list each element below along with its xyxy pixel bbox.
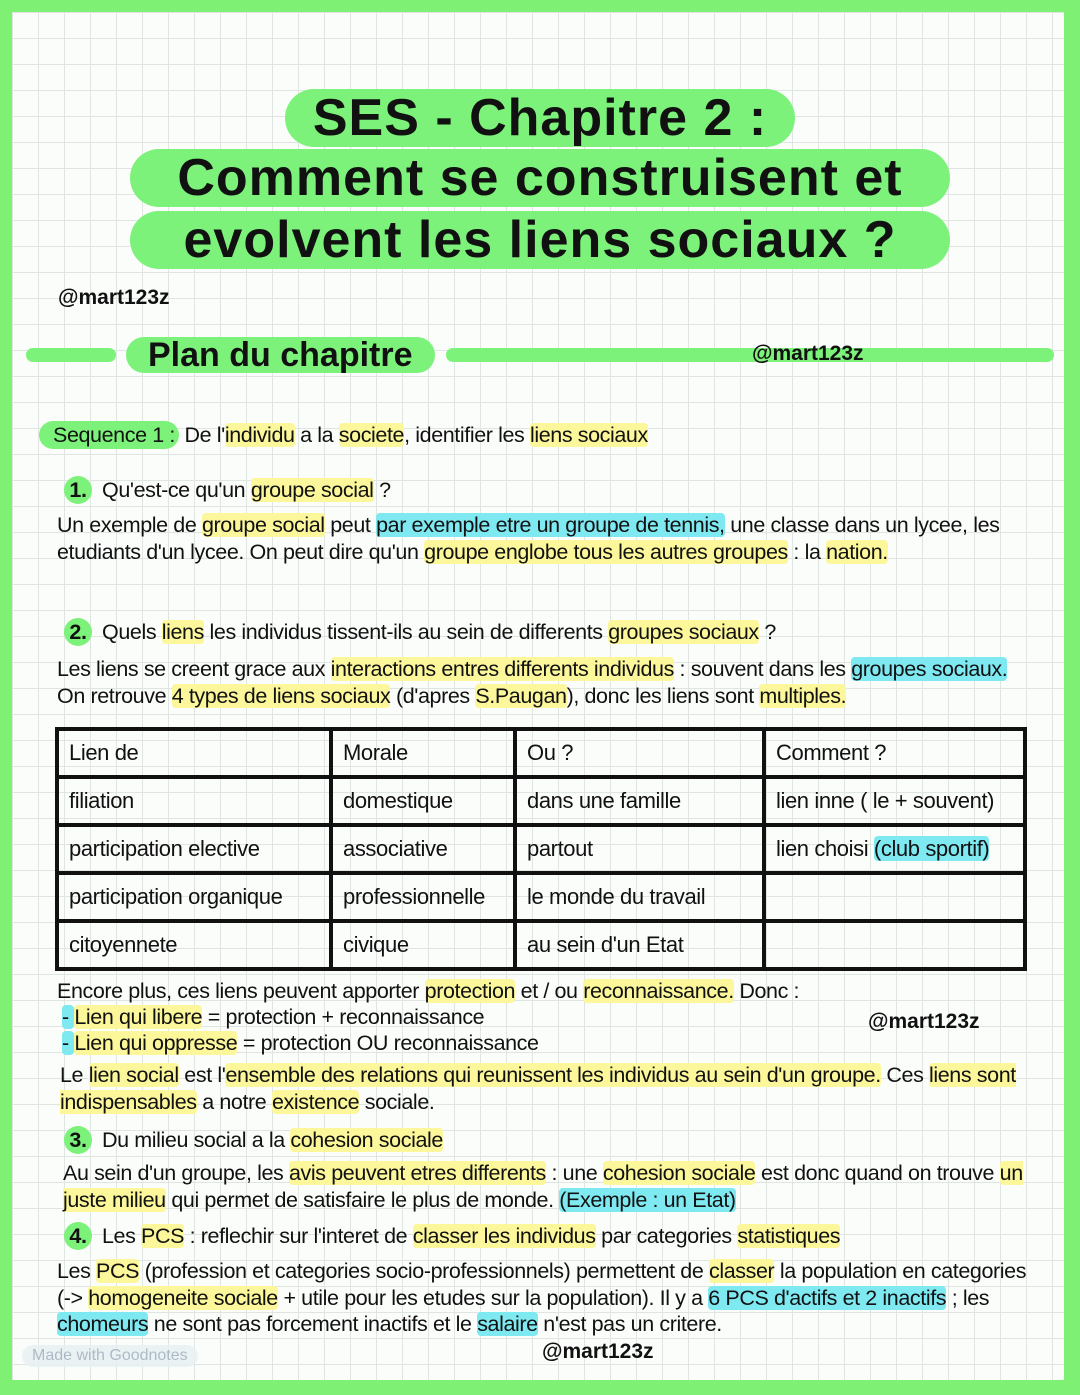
text-run: civique [343,932,409,957]
blue-highlight: par exemple etre un groupe de tennis, [376,513,725,537]
yellow-highlight: PCS [96,1259,140,1283]
table-cell [331,921,515,969]
text-run: Quels [102,620,162,644]
text-run: Encore plus, ces liens peuvent apporter [57,979,425,1003]
yellow-highlight: groupes sociaux [608,620,759,644]
text-run: ), donc les liens sont [566,683,760,708]
blue-highlight: (Exemple : un Etat) [559,1187,736,1212]
yellow-highlight: liens sont indispensables [60,1063,1016,1114]
after-table-line [57,978,1032,1005]
goodnotes-watermark: Made with Goodnotes [22,1345,198,1367]
title-line-3: evolvent les liens sociaux ? [0,210,1080,270]
section-3-body [63,1160,1038,1213]
text-run: est donc quand on trouve [755,1161,1000,1185]
blue-highlight: - [62,1031,75,1055]
text-run: ? [373,478,391,502]
author-handle: @mart123z [542,1340,654,1363]
text-run: Au sein d'un groupe, les [63,1161,289,1185]
liens-table [55,727,1027,971]
text-run: peut [324,513,377,537]
yellow-highlight: Lien qui oppresse [74,1031,238,1055]
yellow-highlight: existence [271,1089,360,1114]
text-run: + utile pour les etudes sur la population). Il y a [277,1285,709,1310]
section-1-body [57,512,1032,565]
text-run: au sein d'un Etat [527,932,684,957]
section-2-heading: 2. Quels liens les individus tissent-ils au sein de differents groupes sociaux ? [64,618,1039,646]
text-run: et / ou [515,979,584,1003]
yellow-highlight: statistiques [737,1224,841,1248]
yellow-highlight: lien social [88,1063,179,1087]
author-handle: @mart123z [58,286,170,309]
text-run: : souvent dans les [673,657,852,681]
text-run: Ces [880,1063,929,1087]
table-cell [764,825,1025,873]
table-row [57,825,1025,873]
text-run: partout [527,836,593,861]
divider-bar [446,348,1054,362]
blue-highlight: chomeurs [57,1312,149,1336]
table-header: Morale [331,729,515,777]
table-cell [515,777,764,825]
text-run: Le [60,1063,89,1087]
text-run: : une [545,1161,603,1185]
text-run: sociale. [359,1089,435,1114]
yellow-highlight: avis peuvent etres differents [289,1161,546,1185]
author-handle: @mart123z [752,342,864,365]
table-row [57,921,1025,969]
text-run: participation elective [69,836,260,861]
yellow-highlight: nation. [826,539,888,564]
yellow-highlight: societe [338,423,405,447]
yellow-highlight: 4 types de liens sociaux [171,683,391,708]
yellow-highlight: reconnaissance. [583,979,734,1003]
yellow-highlight: interactions entres differents individus [330,657,674,681]
text-run: par categories [595,1224,738,1248]
text-run: lien inne ( le + souvent) [776,788,995,813]
table-cell [515,825,764,873]
table-cell [57,873,331,921]
section-4-body [57,1258,1032,1338]
yellow-highlight: classer les individus [412,1224,596,1248]
table-cell [764,777,1025,825]
text-run: participation organique [69,884,283,909]
table-cell [331,825,515,873]
text-run: a la [294,423,339,447]
text-run: Qu'est-ce qu'un [102,478,251,502]
text-run: : la [787,539,827,564]
sequence-heading [53,422,1032,449]
yellow-highlight: protection [424,979,516,1003]
yellow-highlight: cohesion sociale [602,1161,756,1185]
blue-highlight: 6 PCS d'actifs et 2 inactifs [708,1285,947,1310]
text-run: De l' [178,423,225,447]
text-run: la population en categories (-> [57,1259,1027,1310]
text-run: le monde du travail [527,884,706,909]
text-run: , identifier les [404,423,530,447]
green-label: Sequence 1 : [39,421,179,449]
text-run: professionnelle [343,884,485,909]
yellow-highlight: liens sociaux [529,423,648,447]
text-run: associative [343,836,448,861]
text-run: = protection + reconnaissance [202,1005,485,1029]
yellow-highlight: PCS [141,1224,185,1248]
table-cell [331,777,515,825]
text-run: une classe dans un lycee, les etudiants d'un lycee. On peut dire qu'un [57,513,1000,564]
plan-title: Plan du chapitre [126,337,435,373]
table-header: Ou ? [515,729,764,777]
text-run: dans une famille [527,788,681,813]
table-row [57,873,1025,921]
section-2-body [57,656,1032,709]
yellow-highlight: ensemble des relations qui reunissent les individus au sein d'un groupe. [225,1063,881,1087]
table-header-row [57,729,1025,777]
text-run: Du milieu social a la [102,1128,291,1152]
text-run: Un exemple de [57,513,202,537]
text-run: (profession et categories socio-professionnels) permettent de [139,1259,709,1283]
divider-bar [26,348,116,362]
text-run: les individus tissent-ils au sein de differents [203,620,609,644]
blue-highlight: groupes sociaux. [851,657,1008,681]
yellow-highlight: groupe social [250,478,374,502]
text-run: ; les [946,1285,990,1310]
blue-highlight: salaire [477,1312,538,1336]
text-run: a notre [196,1089,272,1114]
text-run: = protection OU reconnaissance [237,1031,539,1055]
table-cell [515,873,764,921]
table-cell [331,873,515,921]
text-run: On retrouve [57,683,172,708]
text-run: qui permet de satisfaire le plus de monde. [165,1187,560,1212]
text-run: n'est pas un critere. [537,1312,722,1336]
text-run: Donc : [733,979,800,1003]
yellow-highlight: Lien qui libere [74,1005,203,1029]
table-cell [57,777,331,825]
yellow-highlight: homogeneite sociale [88,1285,278,1310]
blue-highlight: (club sportif) [873,836,990,861]
yellow-highlight: liens [161,620,204,644]
text-run: Les [57,1259,97,1283]
title-line-1: SES - Chapitre 2 : [0,88,1080,148]
section-1-heading: 1. Qu'est-ce qu'un groupe social ? [64,476,1039,504]
yellow-highlight: S.Paugan [475,683,567,708]
yellow-highlight: individu [224,423,295,447]
table-cell [515,921,764,969]
table-cell [57,825,331,873]
social-bond-definition [60,1062,1035,1115]
yellow-highlight: groupe englobe tous les autres groupes [424,539,788,564]
yellow-highlight: multiples. [759,683,847,708]
table-cell [57,921,331,969]
text-run: Les [102,1224,142,1248]
yellow-highlight: un juste milieu [63,1161,1023,1212]
table-header: Lien de [57,729,331,777]
blue-highlight: - [62,1005,75,1029]
table-cell [764,921,1025,969]
yellow-highlight: groupe social [201,513,325,537]
text-run: Les liens se creent grace aux [57,657,331,681]
title-line-2: Comment se construisent et [0,148,1080,208]
section-3-heading: 3. Du milieu social a la cohesion sociale [64,1126,1039,1154]
text-run: domestique [343,788,453,813]
text-run: est l' [178,1063,226,1087]
table-row [57,777,1025,825]
text-run: ne sont pas forcement inactifs et le [148,1312,478,1336]
table-header: Comment ? [764,729,1025,777]
text-run: ? [758,620,776,644]
author-handle: @mart123z [868,1010,980,1033]
text-run: filiation [69,788,134,813]
text-run: lien choisi [776,836,874,861]
yellow-highlight: cohesion sociale [290,1128,443,1152]
table-cell [764,873,1025,921]
text-run: (d'apres [390,683,476,708]
yellow-highlight: classer [709,1259,775,1283]
section-4-heading: 4. Les PCS : reflechir sur l'interet de classer les individus par categories statistiques [64,1222,1039,1250]
text-run: citoyennete [69,932,178,957]
text-run: : reflechir sur l'interet de [184,1224,413,1248]
